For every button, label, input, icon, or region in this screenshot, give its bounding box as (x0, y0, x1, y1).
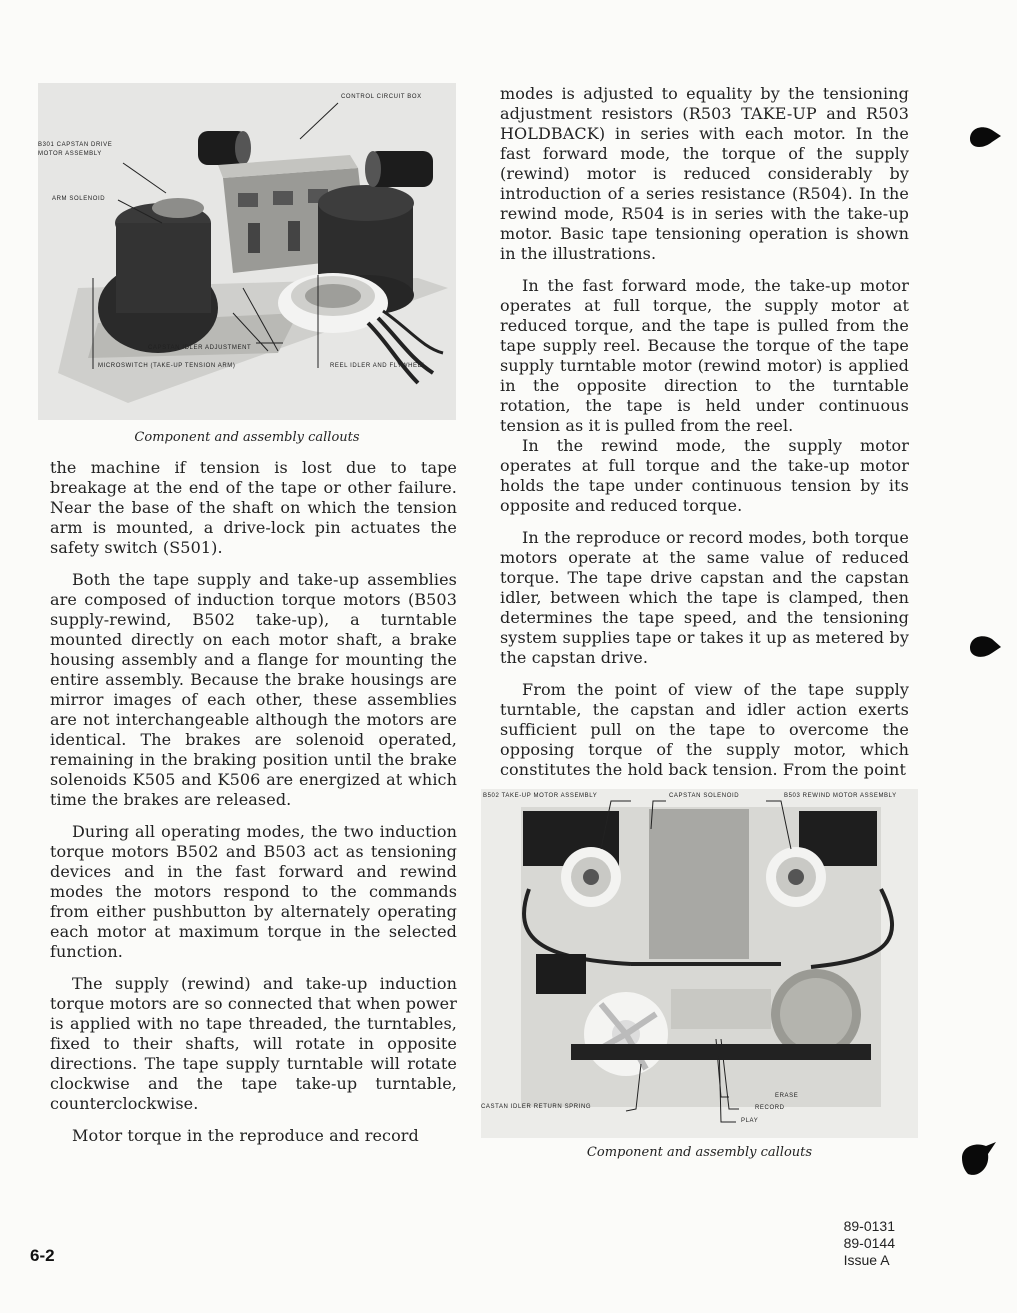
callout-capstan-drive: B301 CAPSTAN DRIVE (38, 142, 113, 148)
binder-hole-mark-1 (968, 124, 1002, 154)
doc-number-1: 89-0131 (843, 1218, 895, 1234)
top-figure-photo (38, 83, 456, 420)
callout-capstan-idler-return-spring: CASTAN IDLER RETURN SPRING (481, 1104, 592, 1110)
callout-takeup-motor-assembly: B502 TAKE-UP MOTOR ASSEMBLY (483, 793, 598, 799)
bottom-figure-caption: Component and assembly callouts (586, 1145, 813, 1160)
right-paragraph-5: From the point of view of the tape supply turntable, the capstan and idler action exerts sufficient pull on the tape to overcome the opposing torque of the supply motor, which constitutes the hold back tension. From the point (500, 680, 909, 779)
right-column (500, 84, 909, 780)
callout-play: PLAY (741, 1118, 759, 1124)
callout-capstan-solenoid: CAPSTAN SOLENOID (669, 793, 740, 799)
right-paragraph-1: modes is adjusted to equality by the tensioning adjustment resistors (R503 TAKE-UP and R503 HOLDBACK) in series with each motor. In the fast forward mode, the torque of the supply (rewind) motor is reduced considerably by introduction of a series resistance (R504). In the rewind mode, R504 is in series with the take-up motor. Basic tape tensioning operation is shown in the illustrations. (500, 84, 909, 263)
right-paragraph-3: In the rewind mode, the supply motor operates at full torque and the take-up motor holds the tape under continuous tension by its opposite and reduced torque. (500, 436, 909, 515)
document-info (844, 1218, 895, 1269)
binder-hole-mark-2 (968, 633, 1002, 663)
callout-capstan-idler-adjustment: CAPSTAN IDLER ADJUSTMENT (148, 345, 252, 351)
left-paragraph-1: the machine if tension is lost due to tape breakage at the end of the tape or other failure. Near the base of the shaft on which the tension arm is mounted, a drive-lock pin actuates the safety switch (S501). (50, 458, 457, 557)
issue-label: Issue A (843, 1252, 890, 1268)
left-paragraph-3: During all operating modes, the two induction torque motors B502 and B503 act as tensioning devices and in the fast forward and rewind modes the motors respond to the commands from either pushbutton by alternately operating each motor at maximum torque in the selected function. (50, 822, 457, 961)
page-number: 6-2 (30, 1246, 55, 1265)
left-paragraph-2: Both the tape supply and take-up assemblies are composed of induction torque motors (B503 supply-rewind, B502 take-up), a turntable mounted directly on each motor shaft, a brake housing assembly and a flange for mounting the entire assembly. Because the brake housings are mirror images of each other, these assemblies are not interchangeable although the motors are identical. The brakes are solenoid operated, remaining in the braking position until the brake solenoids K505 and K506 are energized at which time the brakes are released. (50, 570, 457, 809)
callout-record: RECORD (755, 1105, 785, 1111)
callout-rewind-motor-assembly: B503 REWIND MOTOR ASSEMBLY (784, 793, 897, 799)
top-figure-caption: Component and assembly callouts (134, 430, 360, 445)
right-paragraph-2: In the fast forward mode, the take-up motor operates at full torque, the supply motor at reduced torque, and the tape is pulled from the tape supply reel. Because the torque of the tape supply turntable motor (rewind motor) is applied in the opposite direction to the turntable rotation, the tape is held under continuous tension as it is pulled from the reel. (500, 276, 909, 435)
right-paragraph-4: In the reproduce or record modes, both torque motors operate at the same value of reduced torque. The tape drive capstan and the capstan idler, between which the tape is clamped, then determines the tape speed, and the tensioning system supplies tape or takes it up as metered by the capstan drive. (500, 528, 909, 667)
callout-microswitch: MICROSWITCH (TAKE-UP TENSION ARM) (98, 363, 236, 369)
doc-number-2: 89-0144 (843, 1235, 895, 1251)
callout-arm-solenoid: ARM SOLENOID (52, 196, 106, 202)
callout-control-circuit-box: CONTROL CIRCUIT BOX (341, 94, 422, 100)
bottom-figure-photo (481, 789, 918, 1138)
callout-erase: ERASE (775, 1093, 799, 1099)
callout-motor-assembly: MOTOR ASSEMBLY (38, 151, 102, 157)
left-paragraph-4: The supply (rewind) and take-up induction torque motors are so connected that when power is applied with no tape threaded, the turntables, fixed to their shafts, will rotate in opposite directions. The tape supply turntable will rotate clockwise and the tape take-up turntable, counterclockwise. (50, 974, 457, 1113)
left-column (50, 458, 457, 1146)
left-paragraph-5: Motor torque in the reproduce and record (72, 1126, 419, 1145)
callout-reel-idler-flywheel: REEL IDLER AND FLYWHEEL (330, 363, 427, 369)
binder-hole-mark-3 (958, 1140, 998, 1180)
